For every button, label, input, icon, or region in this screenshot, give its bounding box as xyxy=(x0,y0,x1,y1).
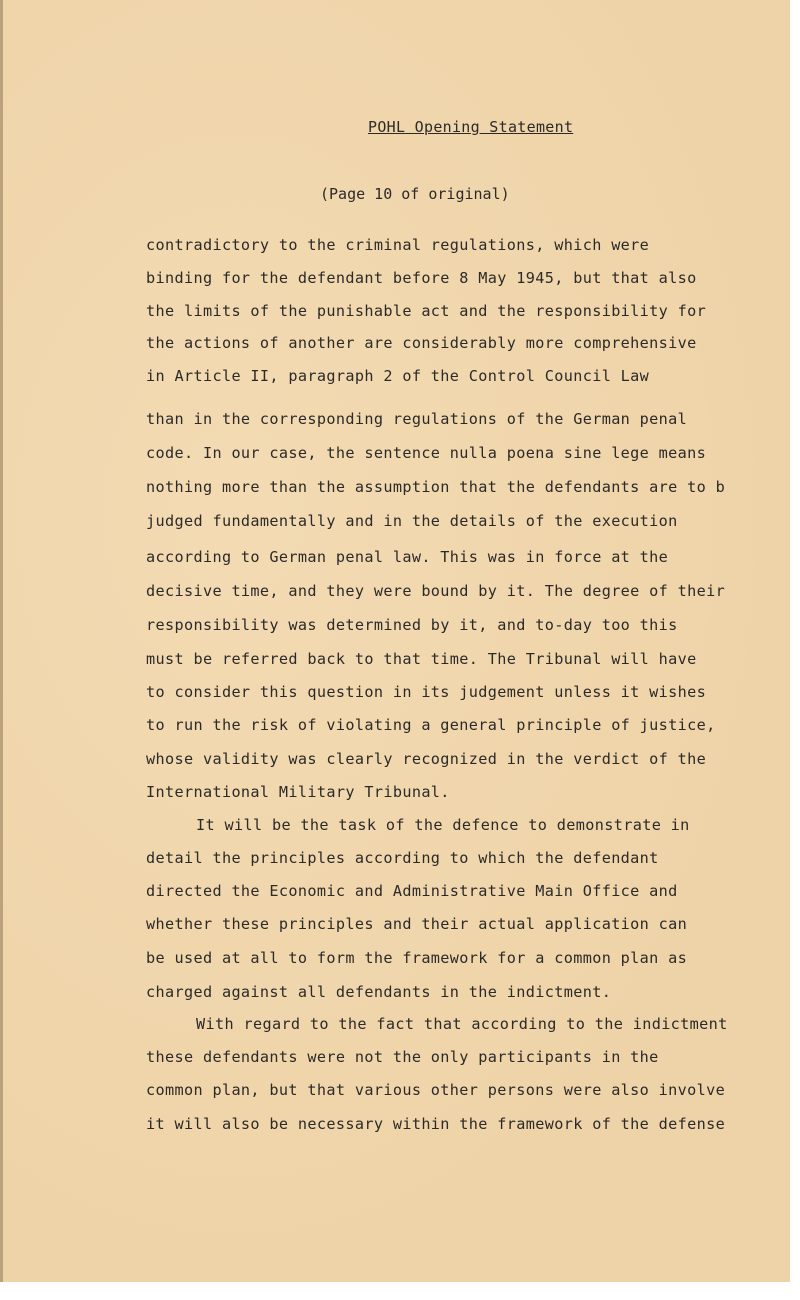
text-line: must be referred back to that time. The Tribunal will have xyxy=(146,650,697,668)
text-line: in Article II, paragraph 2 of the Control Council Law xyxy=(146,367,650,385)
text-line: International Military Tribunal. xyxy=(146,783,450,801)
paragraph-start-line: With regard to the fact that according to the indictment xyxy=(196,1015,728,1033)
text-line: nothing more than the assumption that the defendants are to b xyxy=(146,478,726,496)
text-line: contradictory to the criminal regulations, which were xyxy=(146,236,650,254)
text-line: code. In our case, the sentence nulla poena sine lege means xyxy=(146,444,707,462)
text-line: than in the corresponding regulations of the German penal xyxy=(146,410,688,428)
text-line: be used at all to form the framework for a common plan as xyxy=(146,949,688,967)
text-line: whose validity was clearly recognized in the verdict of the xyxy=(146,750,707,768)
text-line: decisive time, and they were bound by it. The degree of their xyxy=(146,582,726,600)
text-line: common plan, but that various other persons were also involve xyxy=(146,1081,726,1099)
text-line: charged against all defendants in the indictment. xyxy=(146,983,612,1001)
text-line: detail the principles according to which the defendant xyxy=(146,849,659,867)
text-line: directed the Economic and Administrative Main Office and xyxy=(146,882,678,900)
text-line: the actions of another are considerably more comprehensive xyxy=(146,334,697,352)
text-line: responsibility was determined by it, and to-day too this xyxy=(146,616,678,634)
paragraph-start-line: It will be the task of the defence to demonstrate in xyxy=(196,816,690,834)
text-line: binding for the defendant before 8 May 1945, but that also xyxy=(146,269,697,287)
page-edge xyxy=(0,0,3,1282)
text-line: the limits of the punishable act and the responsibility for xyxy=(146,302,707,320)
text-line: according to German penal law. This was in force at the xyxy=(146,548,669,566)
text-line: to run the risk of violating a general principle of justice, xyxy=(146,716,716,734)
text-line: it will also be necessary within the framework of the defense xyxy=(146,1115,726,1133)
page-reference: (Page 10 of original) xyxy=(320,185,510,203)
document-title: POHL Opening Statement xyxy=(368,118,574,136)
text-line: whether these principles and their actual application can xyxy=(146,915,688,933)
text-line: these defendants were not the only participants in the xyxy=(146,1048,659,1066)
text-line: judged fundamentally and in the details of the execution xyxy=(146,512,678,530)
text-line: to consider this question in its judgement unless it wishes xyxy=(146,683,707,701)
